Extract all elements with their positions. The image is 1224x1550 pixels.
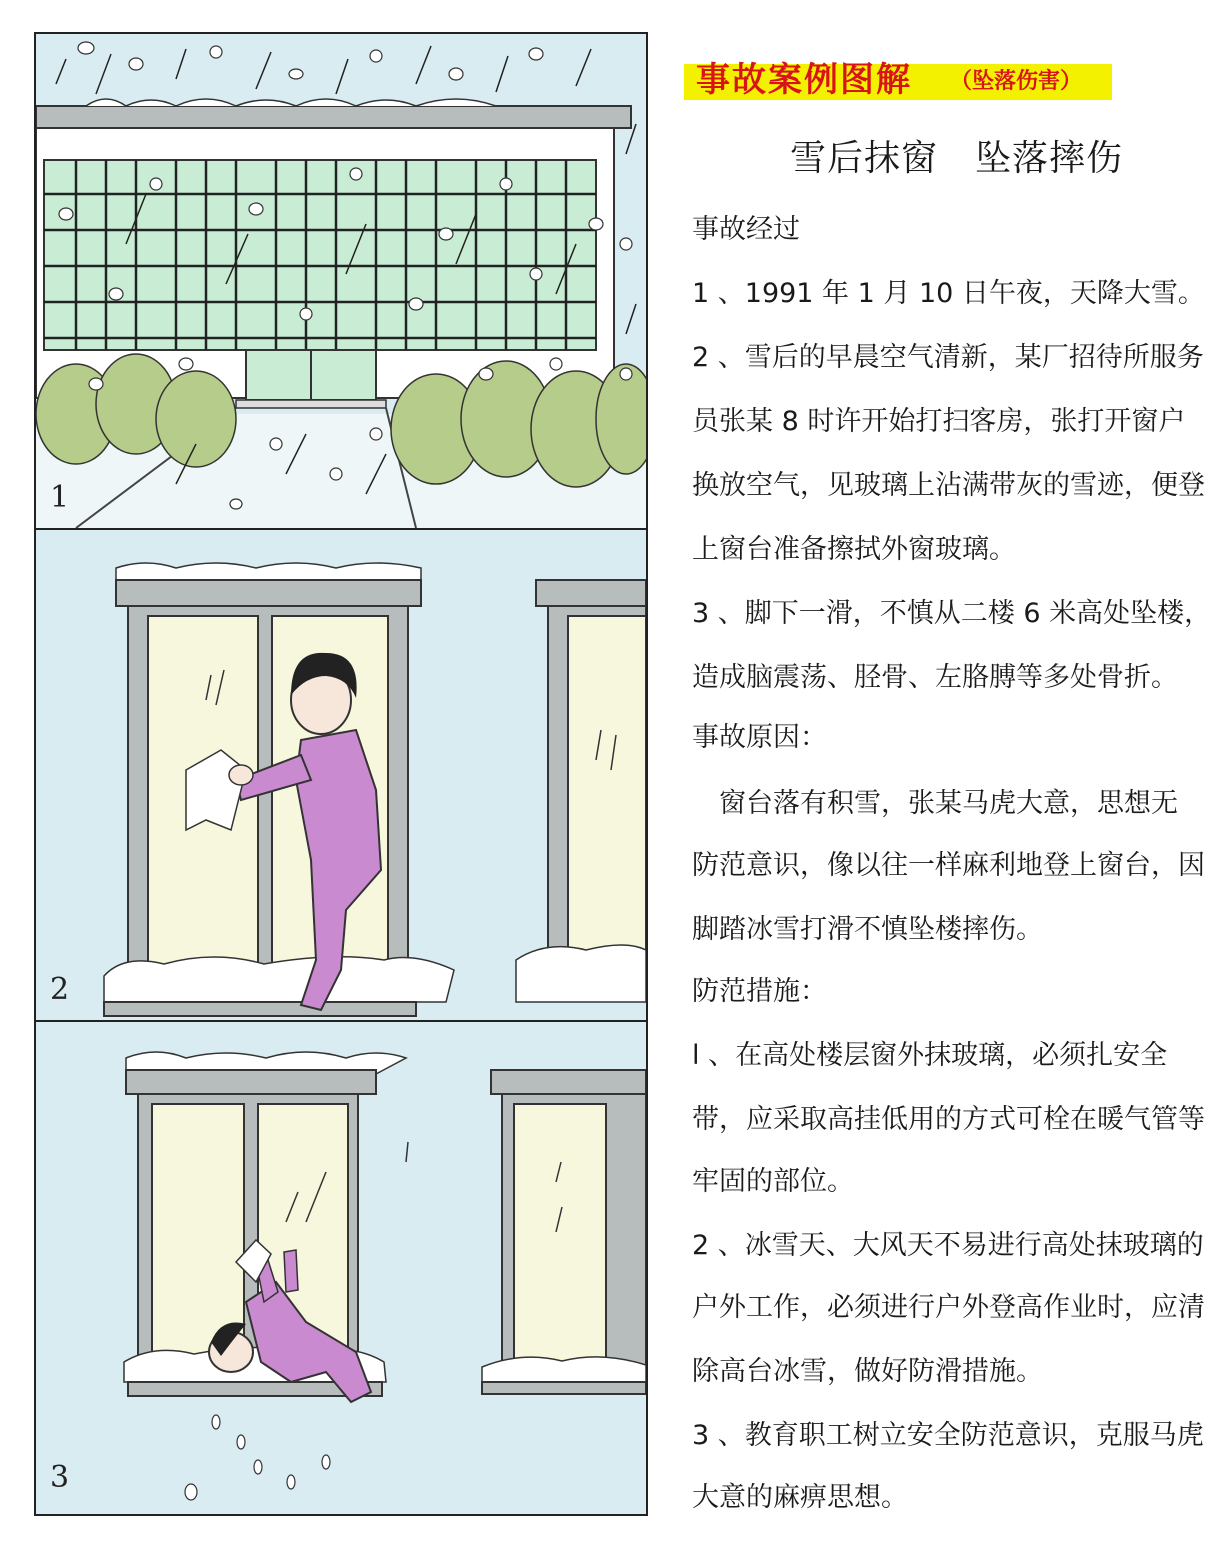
panel-2-wiping-window	[36, 530, 646, 1022]
process-item-3-line: 3 、脚下一滑，不慎从二楼 6 米高处坠楼，	[692, 598, 1212, 629]
process-item-2-line: 换放空气，见玻璃上沾满带灰的雪迹，便登	[692, 470, 1205, 501]
measure-item-1-line: 带，应采取高挂低用的方式可栓在暖气管等	[692, 1104, 1205, 1135]
process-item-2-line: 上窗台准备擦拭外窗玻璃。	[692, 534, 1016, 565]
measure-item-3-line: 3 、教育职工树立安全防范意识，克服马虎	[692, 1420, 1204, 1451]
panel-number: 1	[50, 480, 70, 515]
panel-number: 3	[50, 1460, 70, 1495]
cause-heading: 事故原因：	[692, 722, 827, 753]
measure-item-1-line: 牢固的部位。	[692, 1166, 854, 1197]
measure-item-1-line: l 、在高处楼层窗外抹玻璃，必须扎安全	[692, 1040, 1168, 1071]
measure-item-2-line: 2 、冰雪天、大风天不易进行高处抹玻璃的	[692, 1230, 1204, 1261]
process-heading: 事故经过	[692, 214, 800, 245]
wiping-window-illustration	[36, 530, 646, 1020]
panel-number: 2	[50, 972, 70, 1007]
panel-1-snowing-building	[36, 34, 646, 530]
process-item-3-line: 造成脑震荡、胫骨、左胳膊等多处骨折。	[692, 662, 1178, 693]
measure-item-2-line: 除高台冰雪，做好防滑措施。	[692, 1356, 1043, 1387]
measure-item-2-line: 户外工作，必须进行户外登高作业时，应清	[692, 1292, 1205, 1323]
cause-line: 窗台落有积雪，张某马虎大意，思想无	[692, 788, 1178, 819]
process-item-2-line: 2 、雪后的早晨空气清新，某厂招待所服务	[692, 342, 1204, 373]
process-item-1: 1 、1991 年 1 月 10 日午夜，天降大雪。	[692, 278, 1205, 309]
header-subtitle: （坠落伤害）	[950, 69, 1083, 94]
comic-strip	[34, 32, 648, 1516]
cause-line: 防范意识，像以往一样麻利地登上窗台，因	[692, 850, 1205, 881]
measure-item-3-line: 大意的麻痹思想。	[692, 1482, 908, 1513]
page-title: 雪后抹窗 坠落摔伤	[790, 138, 1124, 179]
process-item-2-line: 员张某 8 时许开始打扫客房，张打开窗户	[692, 406, 1186, 437]
falling-illustration	[36, 1022, 646, 1514]
measure-heading: 防范措施：	[692, 976, 827, 1007]
header-title: 事故案例图解	[696, 60, 912, 100]
snowy-building-illustration	[36, 34, 646, 528]
cause-line: 脚踏冰雪打滑不慎坠楼摔伤。	[692, 914, 1043, 945]
panel-3-falling	[36, 1022, 646, 1514]
